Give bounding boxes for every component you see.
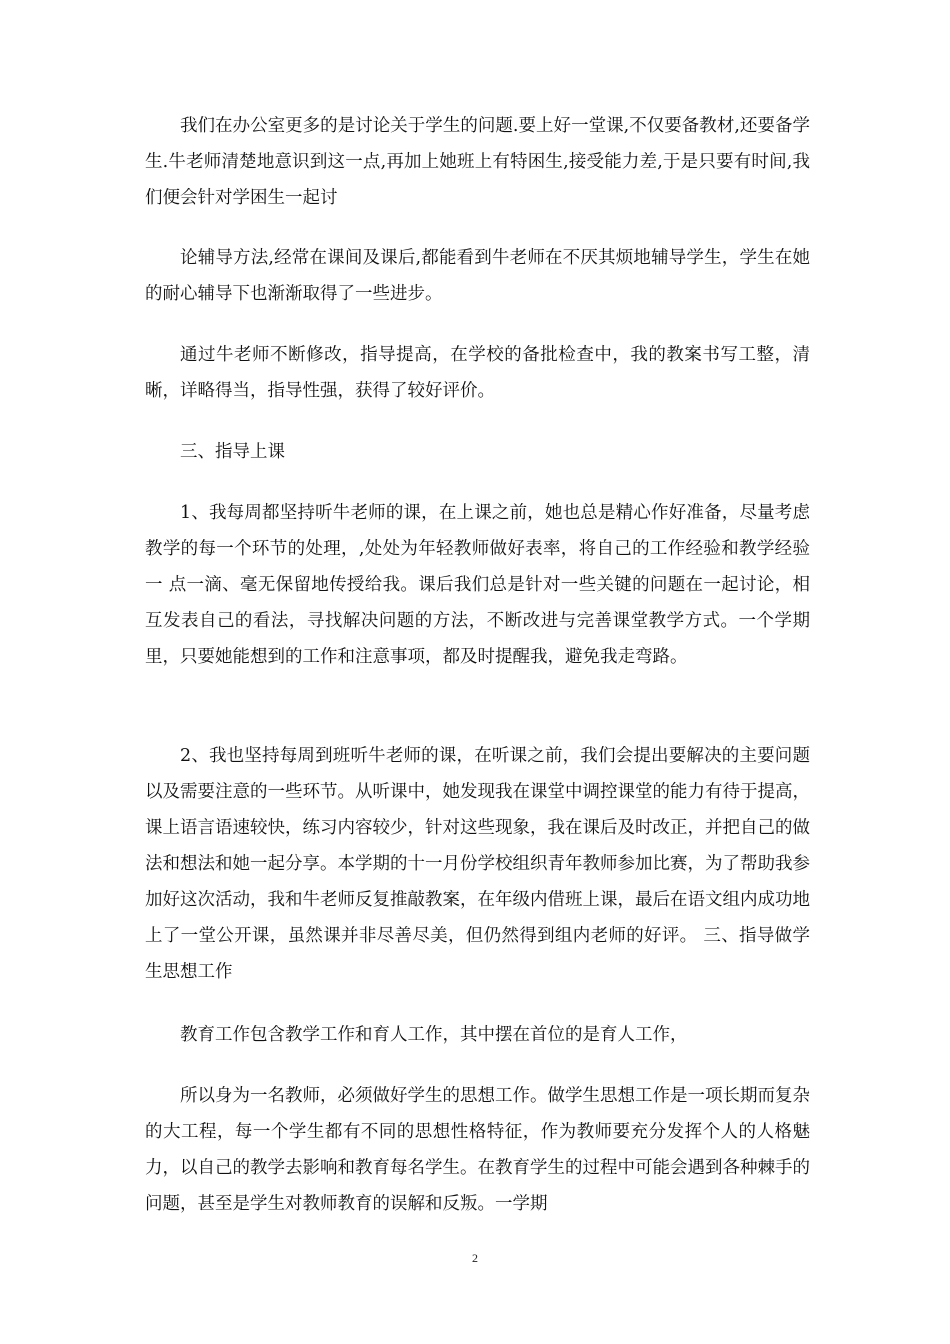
paragraph-6: 教育工作包含教学工作和育人工作，其中摆在首位的是育人工作， <box>180 1025 688 1045</box>
paragraph-7: 所以身为一名教师，必须做好学生的思想工作。做学生思想工作是一项长期而复杂的大工程，每一个学生都有不同的思想性格特征，作为教师要充分发挥个人的人格魅力，以自己的教学去影响和教育每名学生。在教育学生的过程中可能会遇到各种棘手的问题，甚至是学生对教师教育的误解和反叛。一学期 <box>145 1086 810 1214</box>
page-number: 2 <box>472 1251 478 1265</box>
paragraph-3: 通过牛老师不断修改，指导提高，在学校的备批检查中，我的教案书写工整，清晰，详略得当，指导性强，获得了较好评价。 <box>145 345 810 401</box>
paragraph-4: 1、我每周都坚持听牛老师的课，在上课之前，她也总是精心作好准备，尽量考虑教学的每一个环节的处理，,处处为年轻教师做好表率，将自己的工作经验和教学经验一 点一滴、毫无保留地传授给我。课后我们总是针对一些关键的问题在一起讨论，相互发表自己的看法，寻找解决问题的方法，不断改进与完善课堂教学方式。一个学期里，只要她能想到的工作和注意事项，都及时提醒我，避免我走弯路。 <box>145 503 810 667</box>
paragraph-5: 2、我也坚持每周到班听牛老师的课，在听课之前，我们会提出要解决的主要问题以及需要注意的一些环节。从听课中，她发现我在课堂中调控课堂的能力有待于提高，课上语言语速较快，练习内容较少，针对这些现象，我在课后及时改正，并把自己的做法和想法和她一起分享。本学期的十一月份学校组织青年教师参加比赛，为了帮助我参加好这次活动，我和牛老师反复推敲教案，在年级内借班上课，最后在语文组内成功地上了一堂公开课，虽然课并非尽善尽美，但仍然得到组内老师的好评。 三、指导做学生思想工作 <box>145 746 810 982</box>
paragraph-1: 我们在办公室更多的是讨论关于学生的问题.要上好一堂课,不仅要备教材,还要备学生.牛老师清楚地意识到这一点,再加上她班上有特困生,接受能力差,于是只要有时间,我们便会针对学困生一起讨 <box>145 116 810 208</box>
paragraph-2: 论辅导方法,经常在课间及课后,都能看到牛老师在不厌其烦地辅导学生，学生在她的耐心辅导下也渐渐取得了一些进步。 <box>145 248 810 304</box>
section-heading-guide-class: 三、指导上课 <box>180 442 285 462</box>
